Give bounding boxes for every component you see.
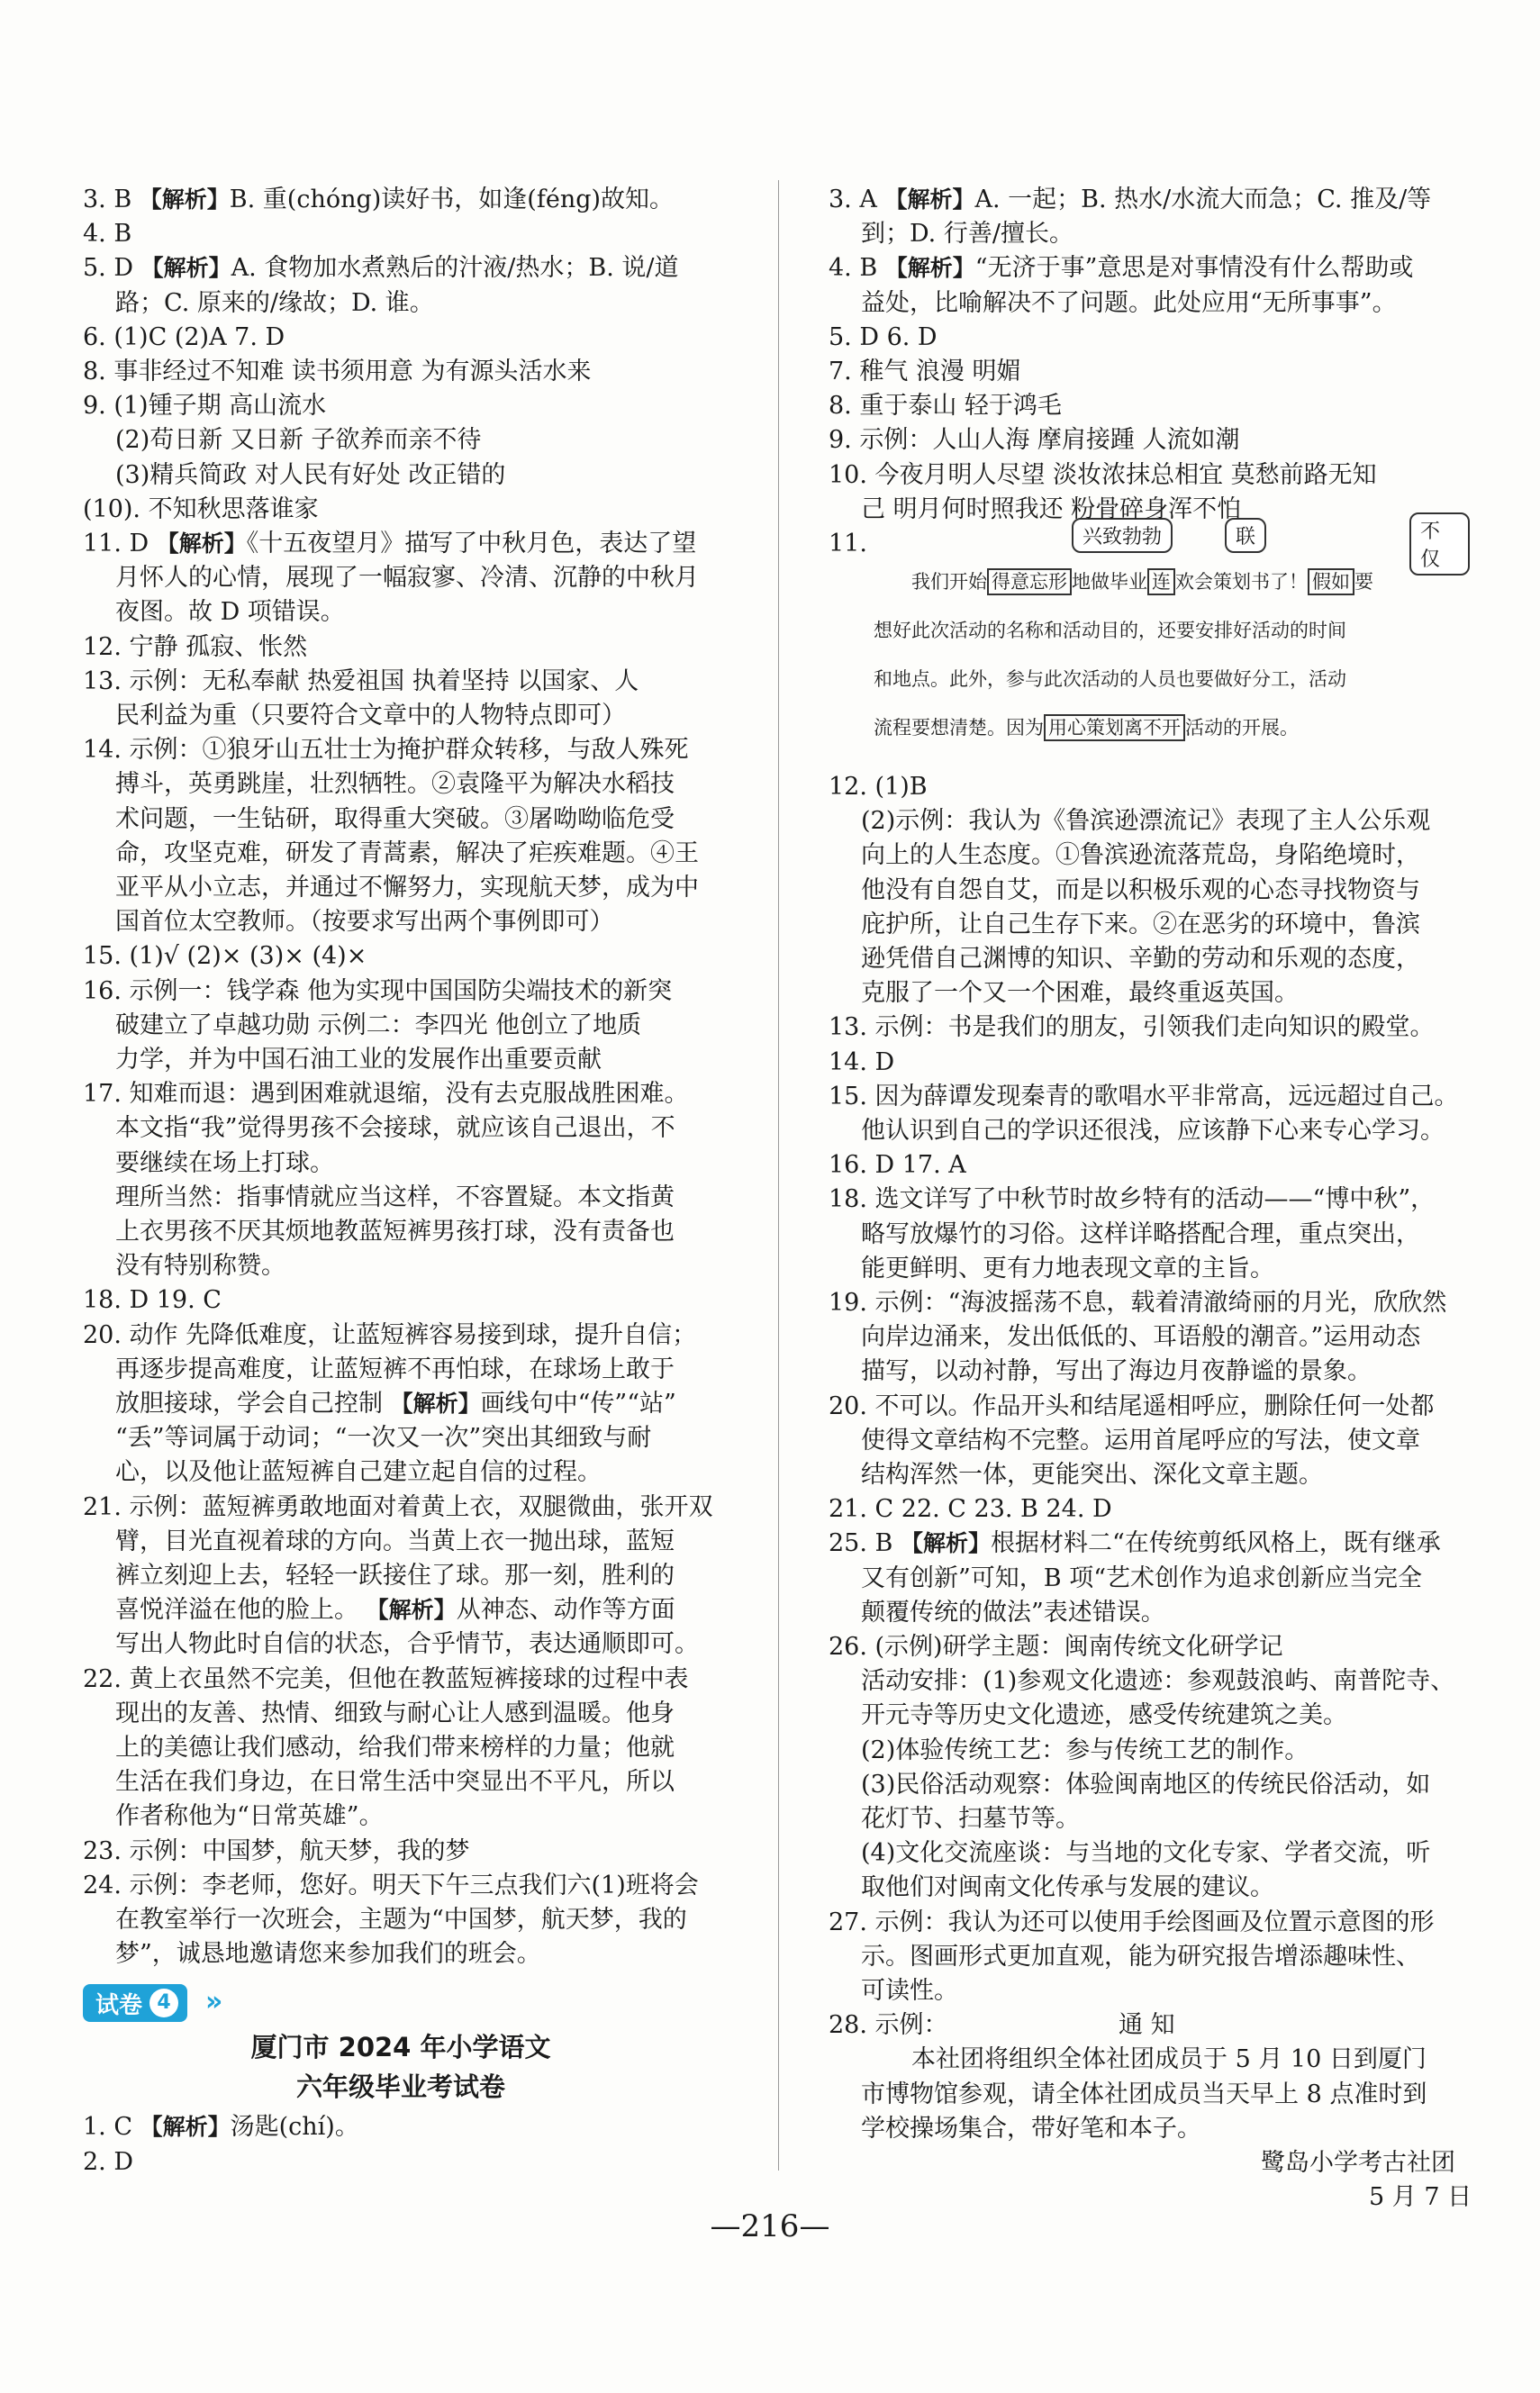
answer-line: 24. 示例：李老师，您好。明天下午三点我们六(1)班将会 — [83, 1871, 699, 1899]
answer-line: 13. 示例：书是我们的朋友，引领我们走向知识的殿堂。 — [829, 1013, 1435, 1042]
marked-word: 假如 — [1308, 568, 1354, 595]
answer-line: 描写，以动衬静，写出了海边月夜静谧的景象。 — [861, 1357, 1372, 1386]
answer-line: 21. 示例：蓝短裤勇敢地面对着黄上衣，双腿微曲，张开双 — [83, 1492, 713, 1521]
analysis-tag: 【解析】 — [366, 1597, 457, 1624]
answer-line: 生活在我们身边，在日常生活中突显出不平凡，所以 — [115, 1768, 675, 1797]
answer-line: 在教室举行一次班会，主题为“中国梦，航天梦，我的 — [115, 1906, 687, 1934]
answer-line: 略写放爆竹的习俗。这样详略搭配合理，重点突出， — [861, 1219, 1420, 1248]
insert-bubble: 联 — [1225, 518, 1266, 553]
answer-line: 又有创新”可知，B 项“艺术创作为追求创新应当完全 — [861, 1564, 1423, 1592]
text-segment: 要 — [1354, 571, 1373, 593]
answer-line: 己 明月何时照我还 粉骨碎身浑不怕 — [861, 494, 1242, 523]
text-segment: 活动的开展。 — [1185, 717, 1299, 739]
page-number: —216— — [710, 2208, 830, 2244]
answer-line: 11. D 【解析】《十五夜望月》描写了中秋月色，表达了望 — [83, 530, 697, 557]
answer-line: 28. 示例： — [829, 2011, 948, 2040]
section-badge-number: 4 — [149, 1989, 178, 2017]
analysis-tag: 【解析】 — [139, 186, 230, 213]
text-segment: 地做毕业 — [1072, 571, 1147, 593]
double-chevron-icon: » — [205, 1986, 223, 2018]
answer-line: 国首位太空教师。（按要求写出两个事例即可） — [115, 908, 614, 937]
answer-line: 21. C 22. C 23. B 24. D — [829, 1495, 1112, 1524]
answer-line: 向上的人生态度。①鲁滨逊流落荒岛，身陷绝境时， — [861, 841, 1420, 870]
answer-line: 向岸边涌来，发出低低的、耳语般的潮音。”运用动态 — [861, 1323, 1421, 1352]
answer-line: 9. 示例：人山人海 摩肩接踵 人流如潮 — [829, 426, 1240, 455]
answer-line: 6. (1)C (2)A 7. D — [83, 322, 285, 351]
answer-line: 26. (示例)研学主题：闽南传统文化研学记 — [829, 1633, 1283, 1661]
correction-line: 和地点。此外，参与此次活动的人员也要做好分工，活动 — [874, 668, 1346, 690]
notice-heading: 通 知 — [1119, 2011, 1175, 2040]
text-segment: 流程要想清楚。因为 — [874, 717, 1044, 739]
notice-body-line: 市博物馆参观，请全体社团成员当天早上 8 点准时到 — [861, 2080, 1427, 2108]
marked-word: 用心策划离不开 — [1044, 714, 1185, 741]
marked-word: 连 — [1147, 568, 1175, 595]
answer-line: 5. D 【解析】A. 食物加水煮熟后的汁液/热水；B. 说/道 — [83, 254, 679, 283]
notice-body-line: 学校操场集合，带好笔和本子。 — [861, 2114, 1201, 2143]
answer-line: 10. 今夜月明人尽望 淡妆浓抹总相宜 莫愁前路无知 — [829, 460, 1377, 489]
notice-date: 5 月 7 日 — [1369, 2183, 1472, 2212]
answer-line: 放胆接球，学会自己控制 【解析】画线句中“传”“站” — [115, 1390, 676, 1418]
answer-line: 他没有自怨自艾，而是以积极乐观的心态寻找物资与 — [861, 875, 1420, 904]
answer-line: 18. D 19. C — [83, 1286, 222, 1315]
answer-line: (2)示例：我认为《鲁滨逊漂流记》表现了主人公乐观 — [861, 807, 1431, 836]
answer-line: 19. 示例：“海波摇荡不息，载着清澈绮丽的月光，欣欣然 — [829, 1289, 1447, 1317]
answer-line: 臂，目光直视着球的方向。当黄上衣一抛出球，蓝短 — [115, 1527, 675, 1555]
answer-line: 术问题，一生钻研，取得重大突破。③屠呦呦临危受 — [115, 804, 675, 833]
answer-line: 克服了一个又一个困难，最终重返英国。 — [861, 979, 1299, 1008]
answer-line: 9. (1)锺子期 高山流水 — [83, 392, 327, 421]
answer-line: 13. 示例：无私奉献 热爱祖国 执着坚持 以国家、人 — [83, 666, 639, 695]
answer-line: 上的美德让我们感动，给我们带来榜样的力量；他就 — [115, 1734, 675, 1762]
answer-line: (2)体验传统工艺：参与传统工艺的制作。 — [861, 1736, 1309, 1764]
answer-line: (4)文化交流座谈：与当地的文化专家、学者交流，听 — [861, 1839, 1431, 1868]
insert-bubble: 兴致勃勃 — [1072, 518, 1173, 553]
answer-line: “丢”等词属于动词；“一次又一次”突出其细致与耐 — [115, 1424, 652, 1453]
answer-line: 8. 事非经过不知难 读书须用意 为有源头活水来 — [83, 358, 592, 385]
answer-line: 20. 动作 先降低难度，让蓝短裤容易接到球，提升自信； — [83, 1320, 697, 1349]
answer-line: 3. A 【解析】A. 一起；B. 热水/水流大而急；C. 推及/等 — [829, 186, 1432, 213]
answer-line: (10). 不知秋思落谁家 — [83, 494, 319, 523]
answer-line: 本文指“我”觉得男孩不会接球，就应该自己退出，不 — [115, 1114, 675, 1143]
exam-title: 厦门市 2024 年小学语文 — [250, 2032, 551, 2063]
answer-line: (3)民俗活动观察：体验闽南地区的传统民俗活动，如 — [861, 1770, 1431, 1799]
answer-line: 20. 不可以。作品开头和结尾遥相呼应，删除任何一处都 — [829, 1391, 1435, 1420]
answer-line: 逊凭借自己渊博的知识、辛勤的劳动和乐观的态度， — [861, 945, 1420, 973]
answer-line: 庇护所，让自己生存下来。②在恶劣的环境中，鲁滨 — [861, 910, 1420, 938]
answer-line: 18. 选文详写了中秋节时故乡特有的活动——“博中秋”， — [829, 1185, 1436, 1214]
correction-line — [911, 565, 1373, 599]
answer-line: 12. (1)B — [829, 773, 928, 801]
answer-line: 17. 知难而退：遇到困难就退缩，没有去克服战胜困难。 — [83, 1080, 689, 1109]
answer-line: 取他们对闽南文化传承与发展的建议。 — [861, 1873, 1274, 1902]
answer-line: 夜图。故 D 项错误。 — [115, 598, 345, 627]
answer-line: 15. 因为薛谭发现秦青的歌唱水平非常高，远远超过自己。 — [829, 1082, 1459, 1110]
exam-subtitle: 六年级毕业考试卷 — [295, 2071, 505, 2103]
section-badge-label: 试卷 — [95, 1991, 143, 2019]
question-11-correction — [829, 521, 1470, 761]
answer-line: 7. 稚气 浪漫 明媚 — [829, 358, 1021, 385]
answer-line: 他认识到自己的学识还很浅，应该静下心来专心学习。 — [861, 1117, 1445, 1145]
answer-line: 能更鲜明、更有力地表现文章的主旨。 — [861, 1254, 1274, 1283]
answer-line: (3)精兵简政 对人民有好处 改正错的 — [115, 460, 506, 489]
answer-line: 现出的友善、热情、细致与耐心让人感到温暖。他身 — [115, 1699, 675, 1727]
answer-line: 民利益为重（只要符合文章中的人物特点即可） — [115, 702, 626, 730]
answer-line: 亚平从小立志，并通过不懈努力，实现航天梦，成为中 — [115, 874, 699, 902]
insert-bubble: 不仅 — [1409, 512, 1470, 576]
text-segment: 我们开始 — [911, 571, 987, 593]
answer-line: 22. 黄上衣虽然不完美，但他在教蓝短裤接球的过程中表 — [83, 1664, 689, 1693]
answer-line: 5. D 6. D — [829, 322, 938, 351]
section-badge — [83, 1984, 187, 2022]
answer-line: 再逐步提高难度，让蓝短裤不再怕球，在球场上敢于 — [115, 1355, 675, 1383]
answer-line: 上衣男孩不厌其烦地教蓝短裤男孩打球，没有责备也 — [115, 1218, 675, 1246]
analysis-tag: 【解析】 — [900, 1530, 991, 1557]
answer-line: 使得文章结构不完整。运用首尾呼应的写法，使文章 — [861, 1426, 1420, 1455]
answer-line: 示。图画形式更加直观，能为研究报告增添趣味性、 — [861, 1942, 1420, 1971]
answer-line: 裤立刻迎上去，轻轻一跃接住了球。那一刻，胜利的 — [115, 1562, 675, 1590]
answer-line: 破建立了卓越功勋 示例二：李四光 他创立了地质 — [115, 1011, 642, 1039]
analysis-tag: 【解析】 — [884, 186, 975, 213]
answer-line: 活动安排：(1)参观文化遗迹：参观鼓浪屿、南普陀寺、 — [861, 1667, 1455, 1696]
answer-line: 12. 宁静 孤寂、怅然 — [83, 632, 308, 661]
analysis-tag: 【解析】 — [140, 255, 231, 282]
answer-line: 路；C. 原来的/缘故；D. 谁。 — [115, 288, 434, 317]
answer-line: 25. B 【解析】根据材料二“在传统剪纸风格上，既有继承 — [829, 1529, 1441, 1558]
analysis-tag: 【解析】 — [390, 1391, 481, 1417]
answer-line: 命，攻坚克难，研发了青蒿素，解决了疟疾难题。④王 — [115, 838, 699, 867]
answer-line: 到；D. 行善/擅长。 — [861, 220, 1073, 249]
notice-signature: 鹭岛小学考古社团 — [1261, 2149, 1455, 2177]
answer-line: 11. — [829, 530, 867, 557]
answer-line: 可读性。 — [861, 1977, 958, 2005]
answer-line: 3. B 【解析】B. 重(chóng)读好书，如逢(féng)故知。 — [83, 186, 675, 213]
answer-line: 心，以及他让蓝短裤自己建立起自信的过程。 — [115, 1458, 602, 1487]
answer-line: 梦”，诚恳地邀请您来参加我们的班会。 — [115, 1940, 541, 1969]
answer-line: 月怀人的心情，展现了一幅寂寥、冷清、沉静的中秋月 — [115, 564, 699, 593]
correction-line — [874, 711, 1299, 745]
answer-line: 理所当然：指事情就应当这样，不容置疑。本文指黄 — [115, 1183, 675, 1211]
column-divider — [778, 180, 779, 2171]
answer-line: 14. D — [829, 1047, 895, 1076]
answer-line: 16. 示例一：钱学森 他为实现中国国防尖端技术的新突 — [83, 976, 673, 1005]
answer-line: 4. B — [83, 220, 132, 249]
marked-word: 得意忘形 — [987, 568, 1072, 595]
answer-line: 14. 示例：①狼牙山五壮士为掩护群众转移，与敌人殊死 — [83, 736, 689, 765]
answer-line: 4. B 【解析】“无济于事”意思是对事情没有什么帮助或 — [829, 254, 1414, 283]
answer-line: 23. 示例：中国梦，航天梦，我的梦 — [83, 1836, 470, 1865]
answer-line: 27. 示例：我认为还可以使用手绘图画及位置示意图的形 — [829, 1908, 1435, 1936]
answer-line: (2)苟日新 又日新 子欲养而亲不待 — [115, 426, 482, 455]
answer-line: 要继续在场上打球。 — [115, 1148, 334, 1177]
answer-line: 1. C 【解析】汤匙(chí)。 — [83, 2113, 359, 2142]
answer-line: 颠覆传统的做法”表述错误。 — [861, 1598, 1165, 1627]
answer-line: 结构浑然一体，更能突出、深化文章主题。 — [861, 1461, 1323, 1489]
answer-line: 花灯节、扫墓节等。 — [861, 1805, 1080, 1833]
answer-line: 作者称他为“日常英雄”。 — [115, 1802, 384, 1831]
answer-line: 益处，比喻解决不了问题。此处应用“无所事事”。 — [861, 288, 1397, 317]
answer-line: 开元寺等历史文化遗迹，感受传统建筑之美。 — [861, 1701, 1347, 1730]
answer-line: 8. 重于泰山 轻于鸿毛 — [829, 392, 1062, 421]
answer-line: 没有特别称赞。 — [115, 1252, 285, 1281]
answer-line: 2. D — [83, 2147, 133, 2176]
notice-body-line: 本社团将组织全体社团成员于 5 月 10 日到厦门 — [911, 2045, 1427, 2074]
analysis-tag: 【解析】 — [884, 255, 975, 282]
answer-line: 15. (1)√ (2)× (3)× (4)× — [83, 942, 367, 971]
correction-line: 想好此次活动的名称和活动目的，还要安排好活动的时间 — [874, 620, 1346, 641]
answer-line: 写出人物此时自信的状态，合乎情节，表达通顺即可。 — [115, 1630, 699, 1659]
analysis-tag: 【解析】 — [156, 530, 247, 557]
analysis-tag: 【解析】 — [140, 2114, 231, 2141]
answer-line: 16. D 17. A — [829, 1151, 966, 1180]
answer-line: 搏斗，英勇跳崖，壮烈牺牲。②袁隆平为解决水稻技 — [115, 770, 675, 799]
text-segment: 欢会策划书了！ — [1175, 571, 1308, 593]
answer-line: 力学，并为中国石油工业的发展作出重要贡献 — [115, 1046, 602, 1074]
answer-line: 喜悦洋溢在他的脸上。 【解析】从神态、动作等方面 — [115, 1596, 675, 1625]
